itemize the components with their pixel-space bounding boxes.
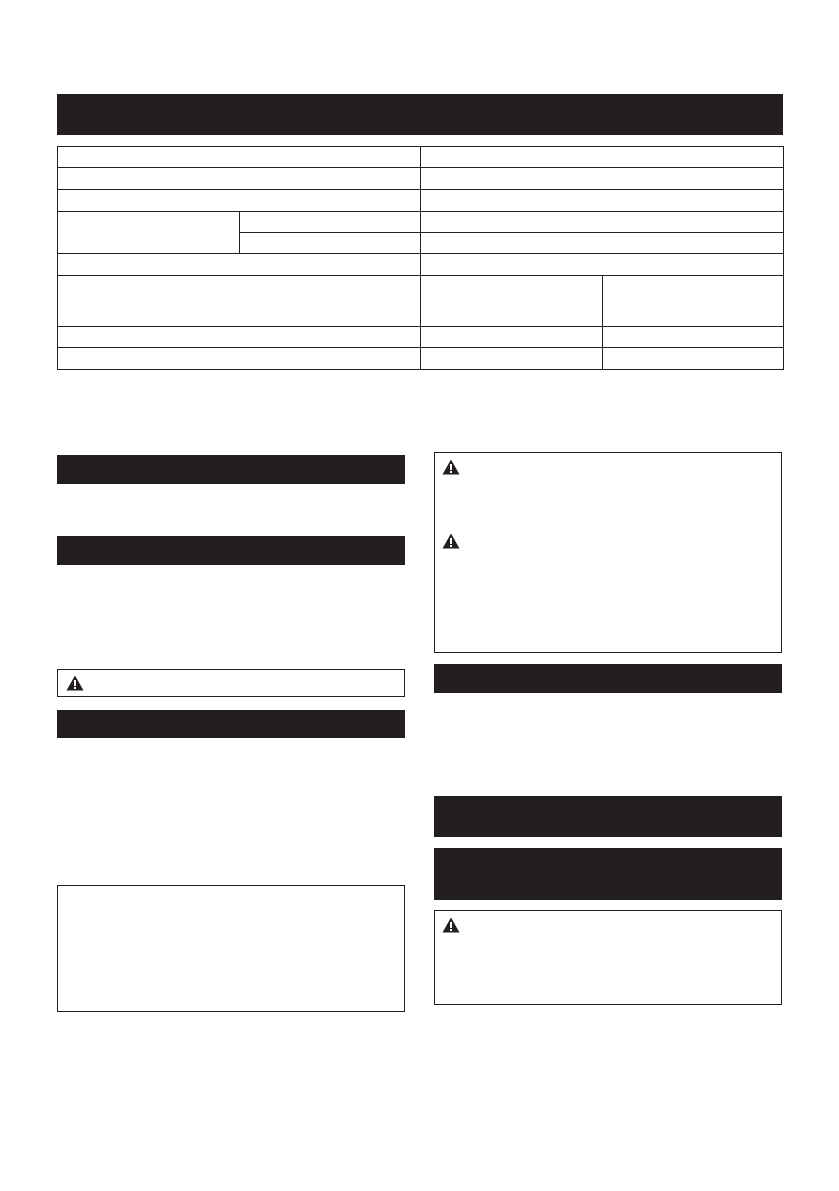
warning-box (57, 669, 405, 697)
table-cell (58, 212, 240, 254)
table-cell (58, 348, 421, 370)
chapter-heading-bar (434, 796, 782, 837)
title-bar (57, 94, 783, 135)
table-cell (240, 212, 421, 233)
table-cell (603, 327, 784, 348)
table-row (58, 327, 784, 348)
warning-triangle-icon (442, 533, 460, 549)
table-row (58, 348, 784, 370)
table-row (58, 276, 784, 327)
note-box (57, 885, 405, 1012)
table-cell (58, 276, 421, 327)
section-heading-bar (57, 455, 405, 484)
table-cell (58, 190, 421, 212)
table-cell (58, 147, 421, 168)
table-cell (421, 212, 784, 233)
table-cell (421, 147, 784, 168)
table-cell (421, 327, 603, 348)
chapter-heading-bar (434, 848, 782, 900)
specifications-table (57, 146, 784, 370)
table-cell (421, 348, 603, 370)
table-row (58, 212, 784, 233)
section-heading-bar (434, 664, 782, 693)
warning-triangle-icon (442, 917, 460, 933)
table-cell (603, 348, 784, 370)
table-row (58, 254, 784, 276)
table-row (58, 190, 784, 212)
table-cell (58, 327, 421, 348)
section-heading-bar (57, 710, 405, 738)
table-cell (58, 168, 421, 190)
table-row (58, 168, 784, 190)
table-cell (421, 190, 784, 212)
table-cell (421, 254, 784, 276)
table-cell (421, 168, 784, 190)
table-cell (240, 233, 421, 254)
table-cell (421, 233, 784, 254)
table-cell (421, 276, 603, 327)
table-cell (58, 254, 421, 276)
section-heading-bar (57, 536, 405, 565)
table-cell (603, 276, 784, 327)
warning-box (434, 910, 782, 1005)
warning-triangle-icon (66, 675, 84, 691)
warning-triangle-icon (442, 459, 460, 475)
warning-box (434, 452, 782, 653)
table-row (58, 147, 784, 168)
